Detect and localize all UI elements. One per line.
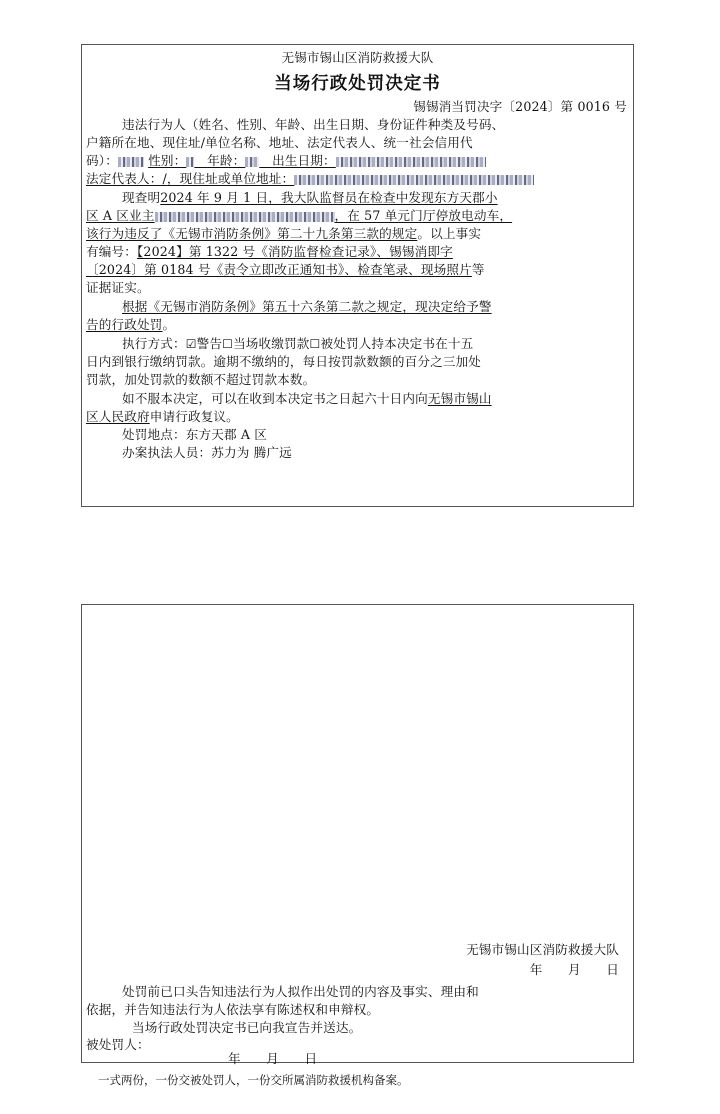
decision-page-2 [81, 604, 634, 1066]
facts-regulation-text: 该行为违反了《无锡市消防条例》第二十九条第三款的规定 [86, 226, 418, 241]
onsite-fine-option: 当场收缴罚款 [233, 336, 310, 351]
facts-line-2 [86, 207, 629, 225]
redacted-gender [186, 157, 194, 167]
facts-line-5 [86, 261, 629, 279]
evidence-label: 有编号： [86, 244, 137, 259]
onsite-fine-checkbox[interactable]: ☐ [222, 337, 234, 351]
facts-date-text: 2024 年 9 月 1 日，我大队监督员在检查中发现东方天郡小 [160, 190, 498, 205]
decision-line-2 [86, 316, 629, 334]
decision-penalty-text: 告的行政处罚 [86, 317, 163, 332]
decision-tail: 。 [162, 317, 176, 332]
evidence-tail: 等 [471, 262, 485, 277]
age-label: 年龄： [207, 153, 246, 168]
document-title: 当场行政处罚决定书 [274, 74, 441, 94]
redacted-birthdate [336, 157, 486, 167]
address-label: 法定代表人：/，现住址或单位地址： [86, 171, 295, 186]
enforcement-officers: 办案执法人员：苏力为 腾广远 [122, 445, 292, 460]
appeal-authority-1: 无锡市锡山 [427, 391, 492, 406]
facts-lead: 现查明 [122, 190, 161, 205]
code-label: 码）： [86, 153, 118, 168]
execution-line-1 [122, 335, 629, 353]
gender-label: 性别： [148, 153, 187, 168]
execution-label: 执行方式： [122, 336, 186, 351]
notice-line-2: 依据，并告知违法行为人依法享有陈述权和申辩权。 [86, 1002, 380, 1017]
redacted-age [245, 157, 259, 167]
org-header: 无锡市锡山区消防救援大队 [281, 50, 434, 65]
birthdate-label: 出生日期： [272, 153, 336, 168]
appeal-text: 如不服本决定，可以在收到本决定书之日起六十日内向 [122, 391, 428, 406]
appeal-authority-2: 区人民政府 [86, 409, 150, 424]
recipient-date: 年 月 日 [228, 1051, 318, 1066]
evidence-record-text: 【2024】第 1322 号《消防监督检查记录》、锡锡消即字 [136, 244, 453, 259]
decision-line-1 [122, 298, 629, 316]
redacted-name [118, 157, 144, 167]
execution-line-2: 日内到银行缴纳罚款。逾期不缴纳的，每日按罚款数额的百分之三加处 [86, 354, 482, 369]
offender-info-line-4 [86, 170, 629, 188]
recipient-label: 被处罚人： [86, 1037, 150, 1052]
evidence-notice-text: 〔2024〕第 0184 号《责令立即改正通知书》、检查笔录、现场照片 [86, 262, 472, 277]
facts-line-4 [86, 243, 629, 261]
penalty-location: 处罚地点：东方天郡 A 区 [122, 427, 267, 442]
facts-owner-label: 区 A 区业主 [86, 208, 155, 223]
bank-payment-checkbox[interactable]: ☐ [309, 337, 321, 351]
signature-date: 年 月 日 [529, 962, 619, 977]
notice-line-3: 当场行政处罚决定书已向我宣告并送达。 [132, 1020, 362, 1035]
warning-checkbox[interactable]: ☑ [185, 337, 197, 351]
appeal-tail: 申请行政复议。 [149, 409, 239, 424]
facts-line-3 [86, 225, 629, 243]
execution-line-3: 罚款，加处罚款的数额不超过罚款本数。 [86, 372, 316, 387]
offender-info-line-2: 户籍所在地、现住址/单位名称、地址、法定代表人、统一社会信用代 [86, 135, 473, 150]
redacted-address [294, 175, 534, 185]
redacted-owner [155, 212, 335, 222]
facts-line-6: 证据证实。 [86, 280, 150, 295]
appeal-line-1 [122, 390, 629, 408]
facts-violation-text: ，在 57 单元门厅停放电动车， [334, 208, 513, 223]
bank-payment-option: 被处罚人持本决定书在十五 [320, 336, 474, 351]
decision-basis-text: 根据《无锡市消防条例》第五十六条第二款之规定，现决定给予警 [122, 299, 492, 314]
document-number: 锡锡消当罚决字〔2024〕第 0016 号 [413, 99, 627, 114]
warning-option: 警告 [196, 336, 223, 351]
appeal-line-2 [86, 408, 629, 426]
notice-line-1: 处罚前已口头告知违法行为人拟作出处罚的内容及事实、理由和 [122, 984, 479, 999]
facts-tail: 。以上事实 [417, 226, 482, 241]
decision-page-1 [81, 44, 634, 507]
facts-line-1 [122, 189, 629, 207]
signature-org: 无锡市锡山区消防救援大队 [466, 942, 619, 957]
offender-info-line-3 [86, 152, 629, 170]
offender-info-line-1: 违法行为人（姓名、性别、年龄、出生日期、身份证件种类及号码、 [122, 117, 505, 132]
footer-note: 一式两份，一份交被处罚人，一份交所属消防救援机构备案。 [98, 1073, 409, 1087]
